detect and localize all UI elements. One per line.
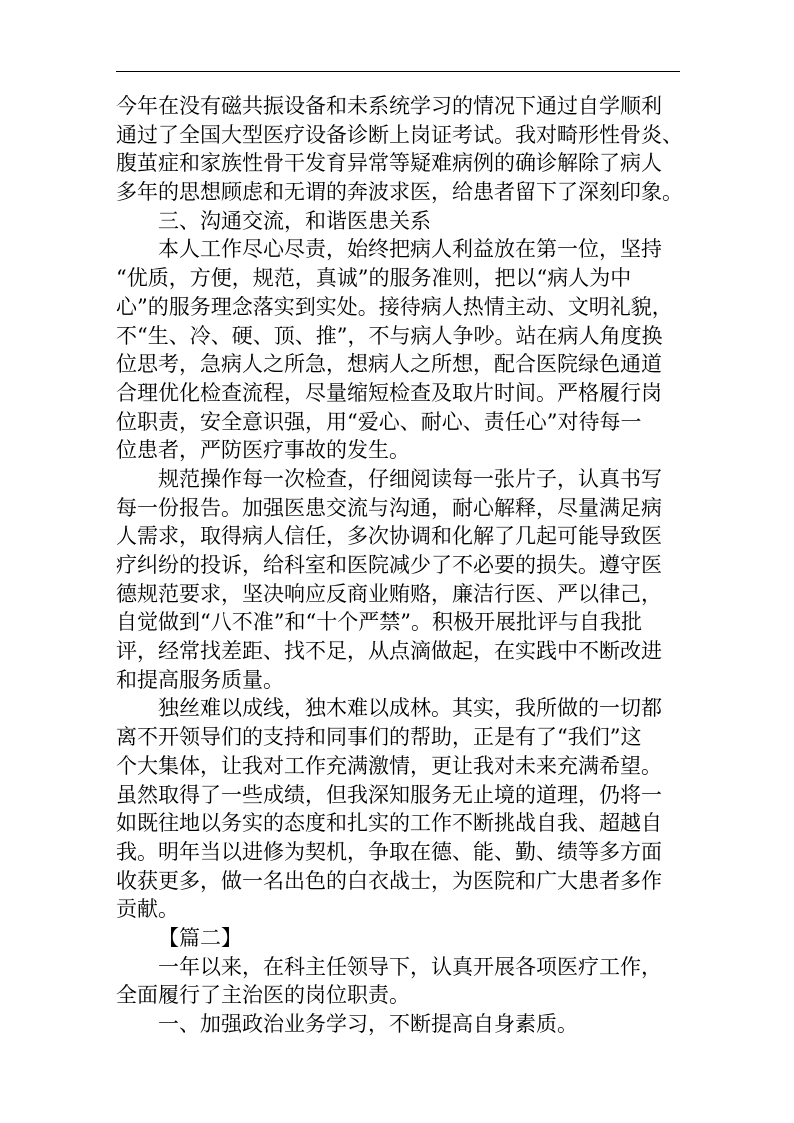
text-line: 虽然取得了一些成绩，但我深知服务无止境的道理，仍将一 — [116, 782, 662, 807]
text-line: 离不开领导们的支持和同事们的帮助，正是有了“我们”这 — [116, 725, 642, 750]
text-line: 本人工作尽心尽责，始终把病人利益放在第一位，坚持 — [158, 237, 662, 262]
text-line: 心”的服务理念落实到实处。接待病人热情主动、文明礼貌， — [116, 294, 673, 319]
document-body — [116, 92, 686, 1039]
header-rule — [116, 71, 680, 72]
text-line: 独丝难以成线，独木难以成林。其实，我所做的一切都 — [158, 696, 662, 721]
text-line: 规范操作每一次检查，仔细阅读每一张片子，认真书写 — [158, 466, 662, 491]
text-line: 德规范要求，坚决响应反商业贿赂，廉洁行医、严以律己， — [116, 581, 662, 606]
text-line: 个大集体，让我对工作充满激情，更让我对未来充满希望。 — [116, 753, 662, 778]
text-line: 评，经常找差距、找不足，从点滴做起，在实践中不断改进 — [116, 639, 662, 664]
text-line: 多年的思想顾虑和无谓的奔波求医，给患者留下了深刻印象。 — [116, 180, 683, 205]
text-line: 【篇二】 — [158, 925, 242, 950]
text-line: 不“生、冷、硬、顶、推”，不与病人争吵。站在病人角度换 — [116, 323, 663, 348]
text-line: 我。明年当以进修为契机，争取在德、能、勤、绩等多方面 — [116, 839, 662, 864]
text-line: 每一份报告。加强医患交流与沟通，耐心解释，尽量满足病 — [116, 495, 662, 520]
text-line: 疗纠纷的投诉，给科室和医院减少了不必要的损失。遵守医 — [116, 553, 662, 577]
text-line: 一、加强政治业务学习，不断提高自身素质。 — [158, 1012, 578, 1036]
text-line: 和提高服务质量。 — [116, 667, 284, 692]
text-line: 合理优化检查流程，尽量缩短检查及取片时间。严格履行岗 — [116, 380, 662, 405]
text-line: 三、沟通交流，和谐医患关系 — [158, 208, 431, 233]
text-line: 自觉做到“八不准”和“十个严禁”。积极开展批评与自我批 — [116, 610, 642, 635]
text-line: 收获更多，做一名出色的白衣战士，为医院和广大患者多作 — [116, 868, 662, 893]
text-line: 腹茧症和家族性骨干发育异常等疑难病例的确诊解除了病人 — [116, 151, 662, 176]
text-line: “优质，方便，规范，真诚”的服务准则，把以“病人为中 — [116, 266, 632, 291]
text-line: 通过了全国大型医疗设备诊断上岗证考试。我对畸形性骨炎、 — [116, 122, 683, 147]
text-line: 一年以来，在科主任领导下，认真开展各项医疗工作， — [158, 954, 662, 979]
text-line: 如既往地以务实的态度和扎实的工作不断挑战自我、超越自 — [116, 811, 662, 836]
text-line: 全面履行了主治医的岗位职责。 — [116, 983, 410, 1008]
text-line: 贡献。 — [116, 897, 179, 922]
text-line: 今年在没有磁共振设备和未系统学习的情况下通过自学顺利 — [116, 94, 662, 118]
text-line: 位思考，急病人之所急，想病人之所想，配合医院绿色通道 — [116, 352, 662, 377]
text-line: 位患者，严防医疗事故的发生。 — [116, 438, 410, 463]
text-line: 人需求，取得病人信任，多次协调和化解了几起可能导致医 — [116, 524, 662, 549]
text-line: 位职责，安全意识强，用“爱心、耐心、责任心”对待每一 — [116, 409, 642, 434]
